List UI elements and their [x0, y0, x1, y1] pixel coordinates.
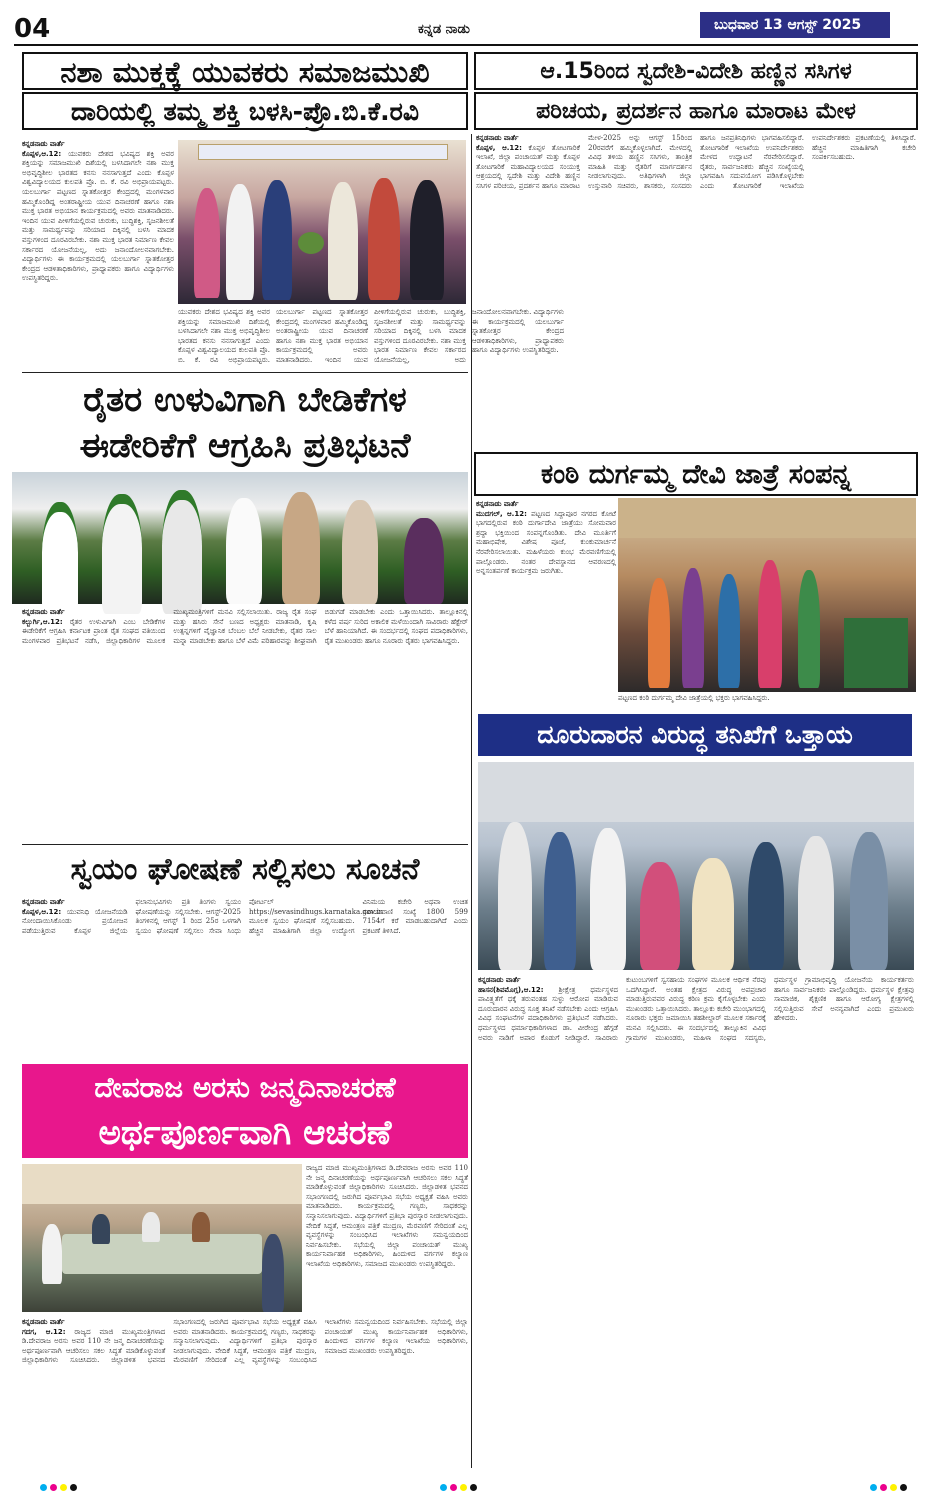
- farmers-headline-2: ಈಡೇರಿಕೆಗೆ ಆಗ್ರಹಿಸಿ ಪ್ರತಿಭಟನೆ: [79, 426, 411, 466]
- complaint-byline: ಕನ್ನಡನಾಡು ವಾರ್ತೆ: [478, 976, 521, 984]
- kanthi-jatre-headline: ಕಂಠಿ ದುರ್ಗಮ್ಮ ದೇವಿ ಜಾತ್ರೆ ಸಂಪನ್ನ: [474, 452, 918, 496]
- drug-free-photo: [178, 140, 466, 304]
- devaraj-urs-dateline: ಗದಗ, ಆ.12:: [22, 1327, 66, 1336]
- complaint-dateline: ಹಾಸನ(ಶಿವಮೊಗ್ಗ),ಆ.12:: [478, 985, 544, 994]
- drug-free-byline: ಕನ್ನಡನಾಡು ವಾರ್ತೆ: [22, 140, 65, 148]
- devaraj-urs-photo: [22, 1164, 302, 1312]
- fruit-mela-byline: ಕನ್ನಡನಾಡು ವಾರ್ತೆ: [476, 134, 519, 142]
- self-declaration-body: [22, 898, 468, 1058]
- complaint-headline: ದೂರುದಾರನ ವಿರುದ್ಧ ತನಿಖೆಗೆ ಒತ್ತಾಯ: [478, 714, 912, 756]
- drug-free-text: ಯುವಕರು ದೇಶದ ಭವಿಷ್ಯದ ಶಕ್ತಿ ಅವರ ಶಕ್ತಿಯನ್ನು ಸಮಾಜಮುಖಿ ದಿಶೆಯಲ್ಲಿ ಬಳಸಿದಾಗಲೇ ನಶಾ ಮುಕ್ತ ಅಭಿವೃದ್ಧಿಶೀಲ ಭಾರತದ ಕನಸು ನನಸಾಗುತ್ತದೆ ಎಂದು ಕೊಪ್ಪಳ ವಿಶ್ವವಿದ್ಯಾಲಯದ ಕುಲಪತಿ ಪ್ರೊ. ಬಿ. ಕೆ. ರವಿ ಅಭಿಪ್ರಾಯಪಟ್ಟರು. ಯಲಬುರ್ಗಾ ಪಟ್ಟಣದ ಸ್ನಾತಕೋತ್ತರ ಕೇಂದ್ರದಲ್ಲಿ ಮಂಗಳವಾರ ಹಮ್ಮಿಕೊಂಡಿದ್ದ ಅಂತರಾಷ್ಟ್ರೀಯ ಯುವ ದಿನಾಚರಣೆ ಹಾಗೂ ನಶಾ ಮುಕ್ತ ಭಾರತ ಅಭಿಯಾನ ಕಾರ್ಯಕ್ರಮದಲ್ಲಿ ಅವರು ಮಾತನಾಡಿದರು. ಇಂದಿನ ಯುವ ಪೀಳಿಗೆಯಲ್ಲಿರುವ ಚುರುಕು, ಬುದ್ಧಿಶಕ್ತಿ, ಸೃಜನಶೀಲತೆ ಮತ್ತು ಸಾಮರ್ಥ್ಯವನ್ನು ಸರಿಯಾದ ದಿಕ್ಕಿನಲ್ಲಿ ಬಳಸಿ ಮಾದಕ ವಸ್ತುಗಳಿಂದ ದೂರವಿರಬೇಕು. ನಶಾ ಮುಕ್ತ ಭಾರತ ನಿರ್ಮಾಣ ಕೇವಲ ಸರ್ಕಾರದ ಯೋಜನೆಯಲ್ಲ, ಅದು ಜನಾಂದೋಲನವಾಗಬೇಕು. ವಿದ್ಯಾರ್ಥಿಗಳು ಈ ಕಾರ್ಯಕ್ರಮದಲ್ಲಿ ಯಲಬುರ್ಗಾ ಸ್ನಾತಕೋತ್ತರ ಕೇಂದ್ರದ ಆಡಳಿತಾಧಿಕಾರಿಗಳು, ಪ್ರಾಧ್ಯಾಪಕರು ಹಾಗೂ ವಿದ್ಯಾರ್ಥಿಗಳು ಉಪಸ್ಥಿತರಿದ್ದರು.: [22, 149, 174, 283]
- date-band: ಬುಧವಾರ 13 ಆಗಸ್ಟ್ 2025: [700, 12, 890, 38]
- devaraj-urs-byline: ಕನ್ನಡನಾಡು ವಾರ್ತೆ: [22, 1318, 65, 1326]
- fruit-mela-text: ಕೊಪ್ಪಳ ತೋಟಗಾರಿಕೆ ಇಲಾಖೆ, ಜಿಲ್ಲಾ ಪಂಚಾಯತ್ ಮತ್ತು ಕೊಪ್ಪಳ ತೋಟಗಾರಿಕೆ ಮಹಾವಿದ್ಯಾಲಯದ ಸಂಯುಕ್ತ ಆಶ್ರಯದಲ್ಲಿ ಸ್ವದೇಶಿ ಮತ್ತು ವಿದೇಶಿ ಹಣ್ಣಿನ ಸಸಿಗಳ ಪರಿಚಯ, ಪ್ರದರ್ಶನ ಹಾಗೂ ಮಾರಾಟ ಮೇಳ-2025 ಅನ್ನು ಆಗಸ್ಟ್ 15ರಿಂದ 20ರವರೆಗೆ ಹಮ್ಮಿಕೊಳ್ಳಲಾಗಿದೆ. ಮೇಳದಲ್ಲಿ ವಿವಿಧ ತಳಿಯ ಹಣ್ಣಿನ ಸಸಿಗಳು, ತಾಂತ್ರಿಕ ಮಾಹಿತಿ ಮತ್ತು ರೈತರಿಗೆ ಮಾರ್ಗದರ್ಶನ ನೀಡಲಾಗುವುದು. ಅತಿಥಿಗಳಾಗಿ ಜಿಲ್ಲಾ ಉಸ್ತುವಾರಿ ಸಚಿವರು, ಶಾಸಕರು, ಸಂಸದರು ಹಾಗೂ ಜನಪ್ರತಿನಿಧಿಗಳು ಭಾಗವಹಿಸಲಿದ್ದಾರೆ. ತೋಟಗಾರಿಕೆ ಇಲಾಖೆಯ ಉಪನಿರ್ದೇಶಕರು ಮೇಳದ ಉದ್ಘಾಟನೆ ನೆರವೇರಿಸಲಿದ್ದಾರೆ. ರೈತರು, ಸಾರ್ವಜನಿಕರು ಹೆಚ್ಚಿನ ಸಂಖ್ಯೆಯಲ್ಲಿ ಭಾಗವಹಿಸಿ ಸದುಪಯೋಗ ಪಡಿಸಿಕೊಳ್ಳಬೇಕು ಎಂದು ತೋಟಗಾರಿಕೆ ಇಲಾಖೆಯ ಉಪನಿರ್ದೇಶಕರು ಪ್ರಕಟಣೆಯಲ್ಲಿ ತಿಳಿಸಿದ್ದಾರೆ. ಹೆಚ್ಚಿನ ಮಾಹಿತಿಗಾಗಿ ಕಚೇರಿ ಸಂಪರ್ಕಿಸಬಹುದು.: [476, 134, 916, 190]
- self-declaration-text: ಯುವನಿಧಿ ಯೋಜನೆಯಡಿ ನೋಂದಾಯಿಸಿಕೊಂಡು ಪ್ರಯೋಜನ ಪಡೆಯುತ್ತಿರುವ ಕೊಪ್ಪಳ ಜಿಲ್ಲೆಯ ಫಲಾನುಭವಿಗಳು ಪ್ರತಿ ತಿಂಗಳು ಸ್ವಯಂ ಘೋಷಣೆಯನ್ನು ಸಲ್ಲಿಸಬೇಕು. ಆಗಸ್ಟ್-2025 ತಿಂಗಳಿನಲ್ಲಿ ಆಗಸ್ಟ್ 1 ರಿಂದ 25ರ ಒಳಗಾಗಿ ಸ್ವಯಂ ಘೋಷಣೆ ಸಲ್ಲಿಸಲು ಸೇವಾ ಸಿಂಧು ಪೋರ್ಟಲ್ https://sevasindhugs.karnataka.gov.in ಮೂಲಕ ಸ್ವಯಂ ಘೋಷಣೆ ಸಲ್ಲಿಸಬಹುದು. ಹೆಚ್ಚಿನ ಮಾಹಿತಿಗಾಗಿ ಜಿಲ್ಲಾ ಉದ್ಯೋಗ ವಿನಿಮಯ ಕಚೇರಿ ಅಥವಾ ಉಚಿತ ಸಹಾಯವಾಣಿ ಸಂಖ್ಯೆ 1800 599 7154ಗೆ ಕರೆ ಮಾಡಬಹುದಾಗಿದೆ ಎಂದು ಪ್ರಕಟಣೆ ತಿಳಿಸಿದೆ.: [22, 898, 468, 935]
- self-declaration-byline: ಕನ್ನಡನಾಡು ವಾರ್ತೆ: [22, 898, 65, 906]
- drug-free-body-2: [178, 308, 564, 366]
- fruit-mela-headline-1: ಆ.15ರಿಂದ ಸ್ವದೇಶಿ-ವಿದೇಶಿ ಹಣ್ಣಿನ ಸಸಿಗಳ: [474, 52, 918, 90]
- farmers-text: ರೈತರ ಉಳುವಿಗಾಗಿ ಎಂಬ ಬೇಡಿಕೆಗಳ ಈಡೇರಿಕೆಗೆ ಆಗ್ರಹಿಸಿ ಕರ್ನಾಟಕ ಪ್ರಾಂತ ರೈತ ಸಂಘದ ವತಿಯಿಂದ ಮಂಗಳವಾರ ಪ್ರತಿಭಟನೆ ನಡೆಸಿ, ಜಿಲ್ಲಾಧಿಕಾರಿಗಳ ಮೂಲಕ ಮುಖ್ಯಮಂತ್ರಿಗಳಿಗೆ ಮನವಿ ಸಲ್ಲಿಸಲಾಯಿತು. ರಾಜ್ಯ ರೈತ ಸಂಘ ಮತ್ತು ಹಸಿರು ಸೇನೆ ಬಣದ ಅಧ್ಯಕ್ಷರು ಮಾತನಾಡಿ, ಕೃಷಿ ಉತ್ಪನ್ನಗಳಿಗೆ ವೈಜ್ಞಾನಿಕ ಬೆಂಬಲ ಬೆಲೆ ನೀಡಬೇಕು, ರೈತರ ಸಾಲ ಮನ್ನಾ ಮಾಡಬೇಕು ಹಾಗೂ ಬೆಳೆ ವಿಮೆ ಪರಿಹಾರವನ್ನು ಶೀಘ್ರವಾಗಿ ಬಿಡುಗಡೆ ಮಾಡಬೇಕು ಎಂದು ಒತ್ತಾಯಿಸಿದರು. ತಾಲ್ಲೂಕಿನಲ್ಲಿ ಕಳೆದ ವರ್ಷ ಸುರಿದ ಅಕಾಲಿಕ ಮಳೆಯಿಂದಾಗಿ ಸಾವಿರಾರು ಹೆಕ್ಟೇರ್ ಬೆಳೆ ಹಾನಿಯಾಗಿದೆ. ಈ ಸಂದರ್ಭದಲ್ಲಿ ಸಂಘದ ಪದಾಧಿಕಾರಿಗಳು, ರೈತ ಮುಖಂಡರು ಹಾಗೂ ನೂರಾರು ರೈತರು ಭಾಗವಹಿಸಿದ್ದರು.: [22, 608, 468, 645]
- kanthi-jatre-body: [476, 500, 616, 694]
- fruit-mela-headline-2: ಪರಿಚಯ, ಪ್ರದರ್ಶನ ಹಾಗೂ ಮಾರಾಟ ಮೇಳ: [474, 92, 918, 130]
- devaraj-urs-text: ರಾಜ್ಯದ ಮಾಜಿ ಮುಖ್ಯಮಂತ್ರಿಗಳಾದ ಡಿ.ದೇವರಾಜ ಅರಸು ಅವರ 110 ನೇ ಜನ್ಮ ದಿನಾಚರಣೆಯನ್ನು ಅರ್ಥಪೂರ್ಣವಾಗಿ ಆಚರಿಸಲು ಸಕಲ ಸಿದ್ಧತೆ ಮಾಡಿಕೊಳ್ಳುವಂತೆ ಜಿಲ್ಲಾಧಿಕಾರಿಗಳು ಸೂಚಿಸಿದರು. ಜಿಲ್ಲಾಡಳಿತ ಭವನದ ಸಭಾಂಗಣದಲ್ಲಿ ಜರುಗಿದ ಪೂರ್ವಭಾವಿ ಸಭೆಯ ಅಧ್ಯಕ್ಷತೆ ವಹಿಸಿ ಅವರು ಮಾತನಾಡಿದರು. ಕಾರ್ಯಕ್ರಮದಲ್ಲಿ ಗಣ್ಯರು, ಸಾಧಕರನ್ನು ಸನ್ಮಾನಿಸಲಾಗುವುದು. ವಿದ್ಯಾರ್ಥಿಗಳಿಗೆ ಪ್ರತಿಭಾ ಪುರಸ್ಕಾರ ನೀಡಲಾಗುವುದು. ವೇದಿಕೆ ಸಿದ್ಧತೆ, ಆಮಂತ್ರಣ ಪತ್ರಿಕೆ ಮುದ್ರಣ, ಮೆರವಣಿಗೆ ಸೇರಿದಂತೆ ಎಲ್ಲ ವ್ಯವಸ್ಥೆಗಳನ್ನು ಸಂಬಂಧಿಸಿದ ಇಲಾಖೆಗಳು ಸಮನ್ವಯದಿಂದ ನಿರ್ವಹಿಸಬೇಕು. ಸಭೆಯಲ್ಲಿ ಜಿಲ್ಲಾ ಪಂಚಾಯತ್ ಮುಖ್ಯ ಕಾರ್ಯನಿರ್ವಾಹಕ ಅಧಿಕಾರಿಗಳು, ಹಿಂದುಳಿದ ವರ್ಗಗಳ ಕಲ್ಯಾಣ ಇಲಾಖೆಯ ಅಧಿಕಾರಿಗಳು, ಸಮಾಜದ ಮುಖಂಡರು ಉಪಸ್ಥಿತರಿದ್ದರು.: [22, 1318, 468, 1365]
- self-declaration-headline: ಸ್ವಯಂ ಘೋಷಣೆ ಸಲ್ಲಿಸಲು ಸೂಚನೆ: [70, 852, 420, 887]
- drug-free-headline-2: ದಾರಿಯಲ್ಲಿ ತಮ್ಮ ಶಕ್ತಿ ಬಳಸಿ-ಪ್ರೊ.ಬಿ.ಕೆ.ರವಿ: [22, 92, 468, 130]
- devaraj-urs-text-side: ರಾಜ್ಯದ ಮಾಜಿ ಮುಖ್ಯಮಂತ್ರಿಗಳಾದ ಡಿ.ದೇವರಾಜ ಅರಸು ಅವರ 110 ನೇ ಜನ್ಮ ದಿನಾಚರಣೆಯನ್ನು ಅರ್ಥಪೂರ್ಣವಾಗಿ ಆಚರಿಸಲು ಸಕಲ ಸಿದ್ಧತೆ ಮಾಡಿಕೊಳ್ಳುವಂತೆ ಜಿಲ್ಲಾಧಿಕಾರಿಗಳು ಸೂಚಿಸಿದರು. ಜಿಲ್ಲಾಡಳಿತ ಭವನದ ಸಭಾಂಗಣದಲ್ಲಿ ಜರುಗಿದ ಪೂರ್ವಭಾವಿ ಸಭೆಯ ಅಧ್ಯಕ್ಷತೆ ವಹಿಸಿ ಅವರು ಮಾತನಾಡಿದರು. ಕಾರ್ಯಕ್ರಮದಲ್ಲಿ ಗಣ್ಯರು, ಸಾಧಕರನ್ನು ಸನ್ಮಾನಿಸಲಾಗುವುದು. ವಿದ್ಯಾರ್ಥಿಗಳಿಗೆ ಪ್ರತಿಭಾ ಪುರಸ್ಕಾರ ನೀಡಲಾಗುವುದು. ವೇದಿಕೆ ಸಿದ್ಧತೆ, ಆಮಂತ್ರಣ ಪತ್ರಿಕೆ ಮುದ್ರಣ, ಮೆರವಣಿಗೆ ಸೇರಿದಂತೆ ಎಲ್ಲ ವ್ಯವಸ್ಥೆಗಳನ್ನು ಸಂಬಂಧಿಸಿದ ಇಲಾಖೆಗಳು ಸಮನ್ವಯದಿಂದ ನಿರ್ವಹಿಸಬೇಕು. ಸಭೆಯಲ್ಲಿ ಜಿಲ್ಲಾ ಪಂಚಾಯತ್ ಮುಖ್ಯ ಕಾರ್ಯನಿರ್ವಾಹಕ ಅಧಿಕಾರಿಗಳು, ಹಿಂದುಳಿದ ವರ್ಗಗಳ ಕಲ್ಯಾಣ ಇಲಾಖೆಯ ಅಧಿಕಾರಿಗಳು, ಸಮಾಜದ ಮುಖಂಡರು ಉಪಸ್ಥಿತರಿದ್ದರು.: [306, 1164, 468, 1268]
- complaint-text: ಶ್ರೀಕ್ಷೇತ್ರ ಧರ್ಮಸ್ಥಳದ ಪಾವಿತ್ರ್ಯತೆಗೆ ಧಕ್ಕೆ ತರುವಂತಹ ಸುಳ್ಳು ಆರೋಪ ಮಾಡಿರುವ ದೂರುದಾರನ ವಿರುದ್ಧ ಸೂಕ್ತ ತನಿಖೆ ನಡೆಸಬೇಕು ಎಂದು ಆಗ್ರಹಿಸಿ ವಿವಿಧ ಸಂಘಟನೆಗಳ ಪದಾಧಿಕಾರಿಗಳು ಪ್ರತಿಭಟನೆ ನಡೆಸಿದರು. ಧರ್ಮಸ್ಥಳದ ಧರ್ಮಾಧಿಕಾರಿಗಳಾದ ಡಾ. ವೀರೇಂದ್ರ ಹೆಗ್ಗಡೆ ಅವರು ನಾಡಿಗೆ ಅಪಾರ ಕೊಡುಗೆ ನೀಡಿದ್ದಾರೆ. ಸಾವಿರಾರು ಕುಟುಂಬಗಳಿಗೆ ಸ್ವಸಹಾಯ ಸಂಘಗಳ ಮೂಲಕ ಆರ್ಥಿಕ ನೆರವು ಒದಗಿಸಿದ್ದಾರೆ. ಅಂತಹ ಕ್ಷೇತ್ರದ ವಿರುದ್ಧ ಅಪಪ್ರಚಾರ ಮಾಡುತ್ತಿರುವವರ ವಿರುದ್ಧ ಕಠಿಣ ಕ್ರಮ ಕೈಗೊಳ್ಳಬೇಕು ಎಂದು ಮುಖಂಡರು ಒತ್ತಾಯಿಸಿದರು. ತಾಲ್ಲೂಕು ಕಚೇರಿ ಮುಂಭಾಗದಲ್ಲಿ ನೂರಾರು ಭಕ್ತರು ಜಮಾಯಿಸಿ ತಹಶೀಲ್ದಾರ್ ಮೂಲಕ ಸರ್ಕಾರಕ್ಕೆ ಮನವಿ ಸಲ್ಲಿಸಿದರು. ಈ ಸಂದರ್ಭದಲ್ಲಿ ತಾಲ್ಲೂಕಿನ ವಿವಿಧ ಗ್ರಾಮಗಳ ಮುಖಂಡರು, ಮಹಿಳಾ ಸಂಘದ ಸದಸ್ಯರು, ಧರ್ಮಸ್ಥಳ ಗ್ರಾಮಾಭಿವೃದ್ಧಿ ಯೋಜನೆಯ ಕಾರ್ಯಕರ್ತರು ಹಾಗೂ ಸಾರ್ವಜನಿಕರು ಪಾಲ್ಗೊಂಡಿದ್ದರು. ಧರ್ಮಸ್ಥಳ ಕ್ಷೇತ್ರವು ಸಾಮಾಜಿಕ, ಶೈಕ್ಷಣಿಕ ಹಾಗೂ ಆರೋಗ್ಯ ಕ್ಷೇತ್ರಗಳಲ್ಲಿ ಸಲ್ಲಿಸುತ್ತಿರುವ ಸೇವೆ ಅನನ್ಯವಾಗಿದೆ ಎಂದು ಪ್ರಮುಖರು ಹೇಳಿದರು.: [478, 976, 914, 1042]
- kanthi-jatre-byline: ಕನ್ನಡನಾಡು ವಾರ್ತೆ: [476, 500, 519, 508]
- devaraj-urs-side: [306, 1164, 468, 1312]
- masthead-title: ಕನ್ನಡ ನಾಡು: [418, 22, 470, 37]
- drug-free-dateline: ಕೊಪ್ಪಳ,ಆ.12:: [22, 149, 62, 158]
- column-divider: [471, 134, 472, 1468]
- self-declaration-dateline: ಕೊಪ್ಪಳ,ಆ.12:: [22, 907, 62, 916]
- farmers-photo: [12, 472, 468, 604]
- drug-free-headline-1: ನಶಾ ಮುಕ್ತಕ್ಕೆ ಯುವಕರು ಸಮಾಜಮುಖಿ: [22, 52, 468, 90]
- kanthi-jatre-text: ಪಟ್ಟಣದ ಸಿದ್ದಾಪೂರ ನಗರದ ಕೋಟೆ ಭಾಗದಲ್ಲಿರುವ ಕಂಠಿ ದುರ್ಗಾದೇವಿ ಜಾತ್ರೆಯು ಸೋಮವಾರ ಶ್ರದ್ಧಾ ಭಕ್ತಿಯಿಂದ ಸಂಪನ್ನಗೊಂಡಿತು. ದೇವಿ ಮೂರ್ತಿಗೆ ಮಹಾಭಿಷೇಕ, ವಿಶೇಷ ಪೂಜೆ, ಕುಂಕುಮಾರ್ಚನೆ ನೆರವೇರಿಸಲಾಯಿತು. ಮಹಿಳೆಯರು ಕುಂಭ ಮೆರವಣಿಗೆಯಲ್ಲಿ ಪಾಲ್ಗೊಂಡರು. ನಂತರ ದೇವಸ್ಥಾನದ ಆವರಣದಲ್ಲಿ ಅನ್ನಸಂತರ್ಪಣೆ ಕಾರ್ಯಕ್ರಮ ಜರುಗಿತು.: [476, 509, 616, 576]
- drug-free-body: [22, 140, 174, 366]
- farmers-body: [22, 608, 468, 840]
- devaraj-urs-headline-2: ಅರ್ಥಪೂರ್ಣವಾಗಿ ಆಚರಣೆ: [98, 1113, 392, 1153]
- drug-free-text-cont: ಯುವಕರು ದೇಶದ ಭವಿಷ್ಯದ ಶಕ್ತಿ ಅವರ ಶಕ್ತಿಯನ್ನು ಸಮಾಜಮುಖಿ ದಿಶೆಯಲ್ಲಿ ಬಳಸಿದಾಗಲೇ ನಶಾ ಮುಕ್ತ ಅಭಿವೃದ್ಧಿಶೀಲ ಭಾರತದ ಕನಸು ನನಸಾಗುತ್ತದೆ ಎಂದು ಕೊಪ್ಪಳ ವಿಶ್ವವಿದ್ಯಾಲಯದ ಕುಲಪತಿ ಪ್ರೊ. ಬಿ. ಕೆ. ರವಿ ಅಭಿಪ್ರಾಯಪಟ್ಟರು. ಯಲಬುರ್ಗಾ ಪಟ್ಟಣದ ಸ್ನಾತಕೋತ್ತರ ಕೇಂದ್ರದಲ್ಲಿ ಮಂಗಳವಾರ ಹಮ್ಮಿಕೊಂಡಿದ್ದ ಅಂತರಾಷ್ಟ್ರೀಯ ಯುವ ದಿನಾಚರಣೆ ಹಾಗೂ ನಶಾ ಮುಕ್ತ ಭಾರತ ಅಭಿಯಾನ ಕಾರ್ಯಕ್ರಮದಲ್ಲಿ ಅವರು ಮಾತನಾಡಿದರು. ಇಂದಿನ ಯುವ ಪೀಳಿಗೆಯಲ್ಲಿರುವ ಚುರುಕು, ಬುದ್ಧಿಶಕ್ತಿ, ಸೃಜನಶೀಲತೆ ಮತ್ತು ಸಾಮರ್ಥ್ಯವನ್ನು ಸರಿಯಾದ ದಿಕ್ಕಿನಲ್ಲಿ ಬಳಸಿ ಮಾದಕ ವಸ್ತುಗಳಿಂದ ದೂರವಿರಬೇಕು. ನಶಾ ಮುಕ್ತ ಭಾರತ ನಿರ್ಮಾಣ ಕೇವಲ ಸರ್ಕಾರದ ಯೋಜನೆಯಲ್ಲ, ಅದು ಜನಾಂದೋಲನವಾಗಬೇಕು. ವಿದ್ಯಾರ್ಥಿಗಳು ಈ ಕಾರ್ಯಕ್ರಮದಲ್ಲಿ ಯಲಬುರ್ಗಾ ಸ್ನಾತಕೋತ್ತರ ಕೇಂದ್ರದ ಆಡಳಿತಾಧಿಕಾರಿಗಳು, ಪ್ರಾಧ್ಯಾಪಕರು ಹಾಗೂ ವಿದ್ಯಾರ್ಥಿಗಳು ಉಪಸ್ಥಿತರಿದ್ದರು.: [178, 308, 564, 364]
- registration-marks: [0, 1484, 945, 1498]
- farmers-byline: ಕನ್ನಡನಾಡು ವಾರ್ತೆ: [22, 608, 65, 616]
- header-rule: [14, 44, 918, 46]
- farmers-dateline: ಕಲ್ಬುರ್ಗಿ,ಆ.12:: [22, 617, 63, 626]
- fruit-mela-dateline: ಕೊಪ್ಪಳ, ಆ.12:: [476, 143, 522, 152]
- farmers-headline-1: ರೈತರ ಉಳುವಿಗಾಗಿ ಬೇಡಿಕೆಗಳ: [83, 380, 407, 420]
- kanthi-jatre-photo: [618, 498, 916, 692]
- complaint-photo: [478, 762, 914, 970]
- fruit-mela-body: [476, 134, 916, 446]
- kanthi-jatre-dateline: ಮುದಗಲ್, ಆ.12:: [476, 509, 527, 518]
- devaraj-urs-headline-1: ದೇವರಾಜ ಅರಸು ಜನ್ಮದಿನಾಚರಣೆ: [94, 1071, 396, 1104]
- page-number: 04: [14, 14, 51, 44]
- devaraj-urs-body: [22, 1318, 468, 1468]
- kanthi-jatre-caption: ಪಟ್ಟಣದ ಕಂಠಿ ದುರ್ಗಮ್ಮ ದೇವಿ ಜಾತ್ರೆಯಲ್ಲಿ ಭಕ್ತರು ಭಾಗವಹಿಸಿದ್ದರು.: [618, 694, 770, 702]
- complaint-body: [478, 976, 914, 1468]
